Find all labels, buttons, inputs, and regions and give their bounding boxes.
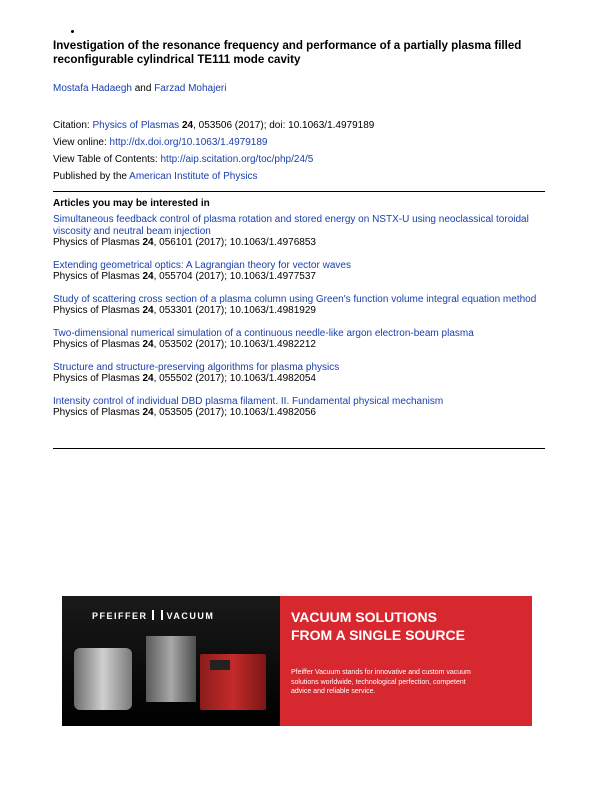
author-link-2[interactable]: Farzad Mohajeri <box>154 83 227 94</box>
related-article-title-link[interactable]: Intensity control of individual DBD plasma filament. II. Fundamental physical mechanism <box>53 395 444 407</box>
citation-line <box>53 117 374 134</box>
related-article-journal: Physics of Plasmas <box>53 339 143 350</box>
related-article <box>53 362 545 385</box>
related-article-citation: , 055502 (2017); 10.1063/1.4982054 <box>153 373 316 384</box>
citation-volume: 24 <box>181 120 194 131</box>
view-toc-label: View Table of Contents: <box>53 154 161 165</box>
related-article <box>53 214 545 249</box>
citation-journal-link[interactable]: Physics of Plasmas <box>92 120 180 131</box>
author-conjunction: and <box>134 83 152 94</box>
brand-separator-icon <box>152 610 163 620</box>
related-article <box>53 396 545 419</box>
related-article-title-link[interactable]: Simultaneous feedback control of plasma rotation and stored energy on NSTX-U using neoclassical toroidal viscosity and neutral beam injection <box>53 214 529 237</box>
view-online-link[interactable]: http://dx.doi.org/10.1063/1.4979189 <box>109 137 268 148</box>
related-article-volume: 24 <box>142 305 154 316</box>
related-article-journal: Physics of Plasmas <box>53 407 143 418</box>
related-article-citation: , 053505 (2017); 10.1063/1.4982056 <box>153 407 316 418</box>
view-online-line <box>53 134 374 151</box>
article-title: Investigation of the resonance frequency and performance of a partially plasma filled reconfigurable cylindrical TE111 mode cavity <box>53 39 522 66</box>
brand-name-right: VACUUM <box>166 611 215 621</box>
related-article-volume: 24 <box>142 407 154 418</box>
vacuum-chamber-image <box>146 636 196 702</box>
article-meta <box>53 117 374 185</box>
brand-name-left: PFEIFFER <box>92 611 148 621</box>
related-article-journal: Physics of Plasmas <box>53 305 143 316</box>
related-article-journal: Physics of Plasmas <box>53 237 143 248</box>
related-article-citation: , 055704 (2017); 10.1063/1.4977537 <box>153 271 316 282</box>
divider-bottom <box>53 448 545 449</box>
related-article <box>53 260 545 283</box>
ad-headline <box>291 608 521 644</box>
related-article <box>53 328 545 351</box>
related-article-journal: Physics of Plasmas <box>53 373 143 384</box>
author-line <box>53 82 226 95</box>
ad-headline-line-1: VACUUM SOLUTIONS <box>291 609 437 625</box>
related-article-volume: 24 <box>142 271 154 282</box>
citation-rest: , 053506 (2017); doi: 10.1063/1.4979189 <box>193 120 375 131</box>
related-article-citation: , 053301 (2017); 10.1063/1.4981929 <box>153 305 316 316</box>
advertisement-banner[interactable] <box>62 596 532 726</box>
ad-tagline: Pfeiffer Vacuum stands for innovative and custom vacuum solutions worldwide, technological perfection, competent advice and reliable service. <box>291 669 471 695</box>
published-by-line <box>53 168 374 185</box>
ad-product-panel <box>62 596 280 726</box>
related-article-journal: Physics of Plasmas <box>53 271 143 282</box>
related-article-title-link[interactable]: Structure and structure-preserving algorithms for plasma physics <box>53 361 340 373</box>
pumping-station-display <box>210 660 230 670</box>
related-article-citation: , 053502 (2017); 10.1063/1.4982212 <box>153 339 316 350</box>
citation-label: Citation: <box>53 120 93 131</box>
related-article-volume: 24 <box>142 339 154 350</box>
related-article-volume: 24 <box>142 237 154 248</box>
published-by-label: Published by the <box>53 171 130 182</box>
author-link-1[interactable]: Mostafa Hadaegh <box>53 83 132 94</box>
pfeiffer-vacuum-logo <box>92 610 214 621</box>
related-article-title-link[interactable]: Study of scattering cross section of a plasma column using Green's function volume integral equation method <box>53 293 537 305</box>
header-dot <box>71 30 74 33</box>
related-article-citation: , 056101 (2017); 10.1063/1.4976853 <box>153 237 316 248</box>
related-article-volume: 24 <box>142 373 154 384</box>
ad-text-panel <box>280 596 532 726</box>
view-toc-line <box>53 151 374 168</box>
related-articles-list <box>53 214 545 430</box>
turbo-pump-image <box>74 648 132 710</box>
publisher-link[interactable]: American Institute of Physics <box>129 171 258 182</box>
related-articles-heading: Articles you may be interested in <box>53 198 210 209</box>
ad-headline-line-2: FROM A SINGLE SOURCE <box>291 627 465 643</box>
view-toc-link[interactable]: http://aip.scitation.org/toc/php/24/5 <box>160 154 314 165</box>
view-online-label: View online: <box>53 137 110 148</box>
related-article-title-link[interactable]: Extending geometrical optics: A Lagrangian theory for vector waves <box>53 259 351 271</box>
divider-top <box>53 191 545 192</box>
related-article-title-link[interactable]: Two-dimensional numerical simulation of a continuous needle-like argon electron-beam plasma <box>53 327 474 339</box>
related-article <box>53 294 545 317</box>
